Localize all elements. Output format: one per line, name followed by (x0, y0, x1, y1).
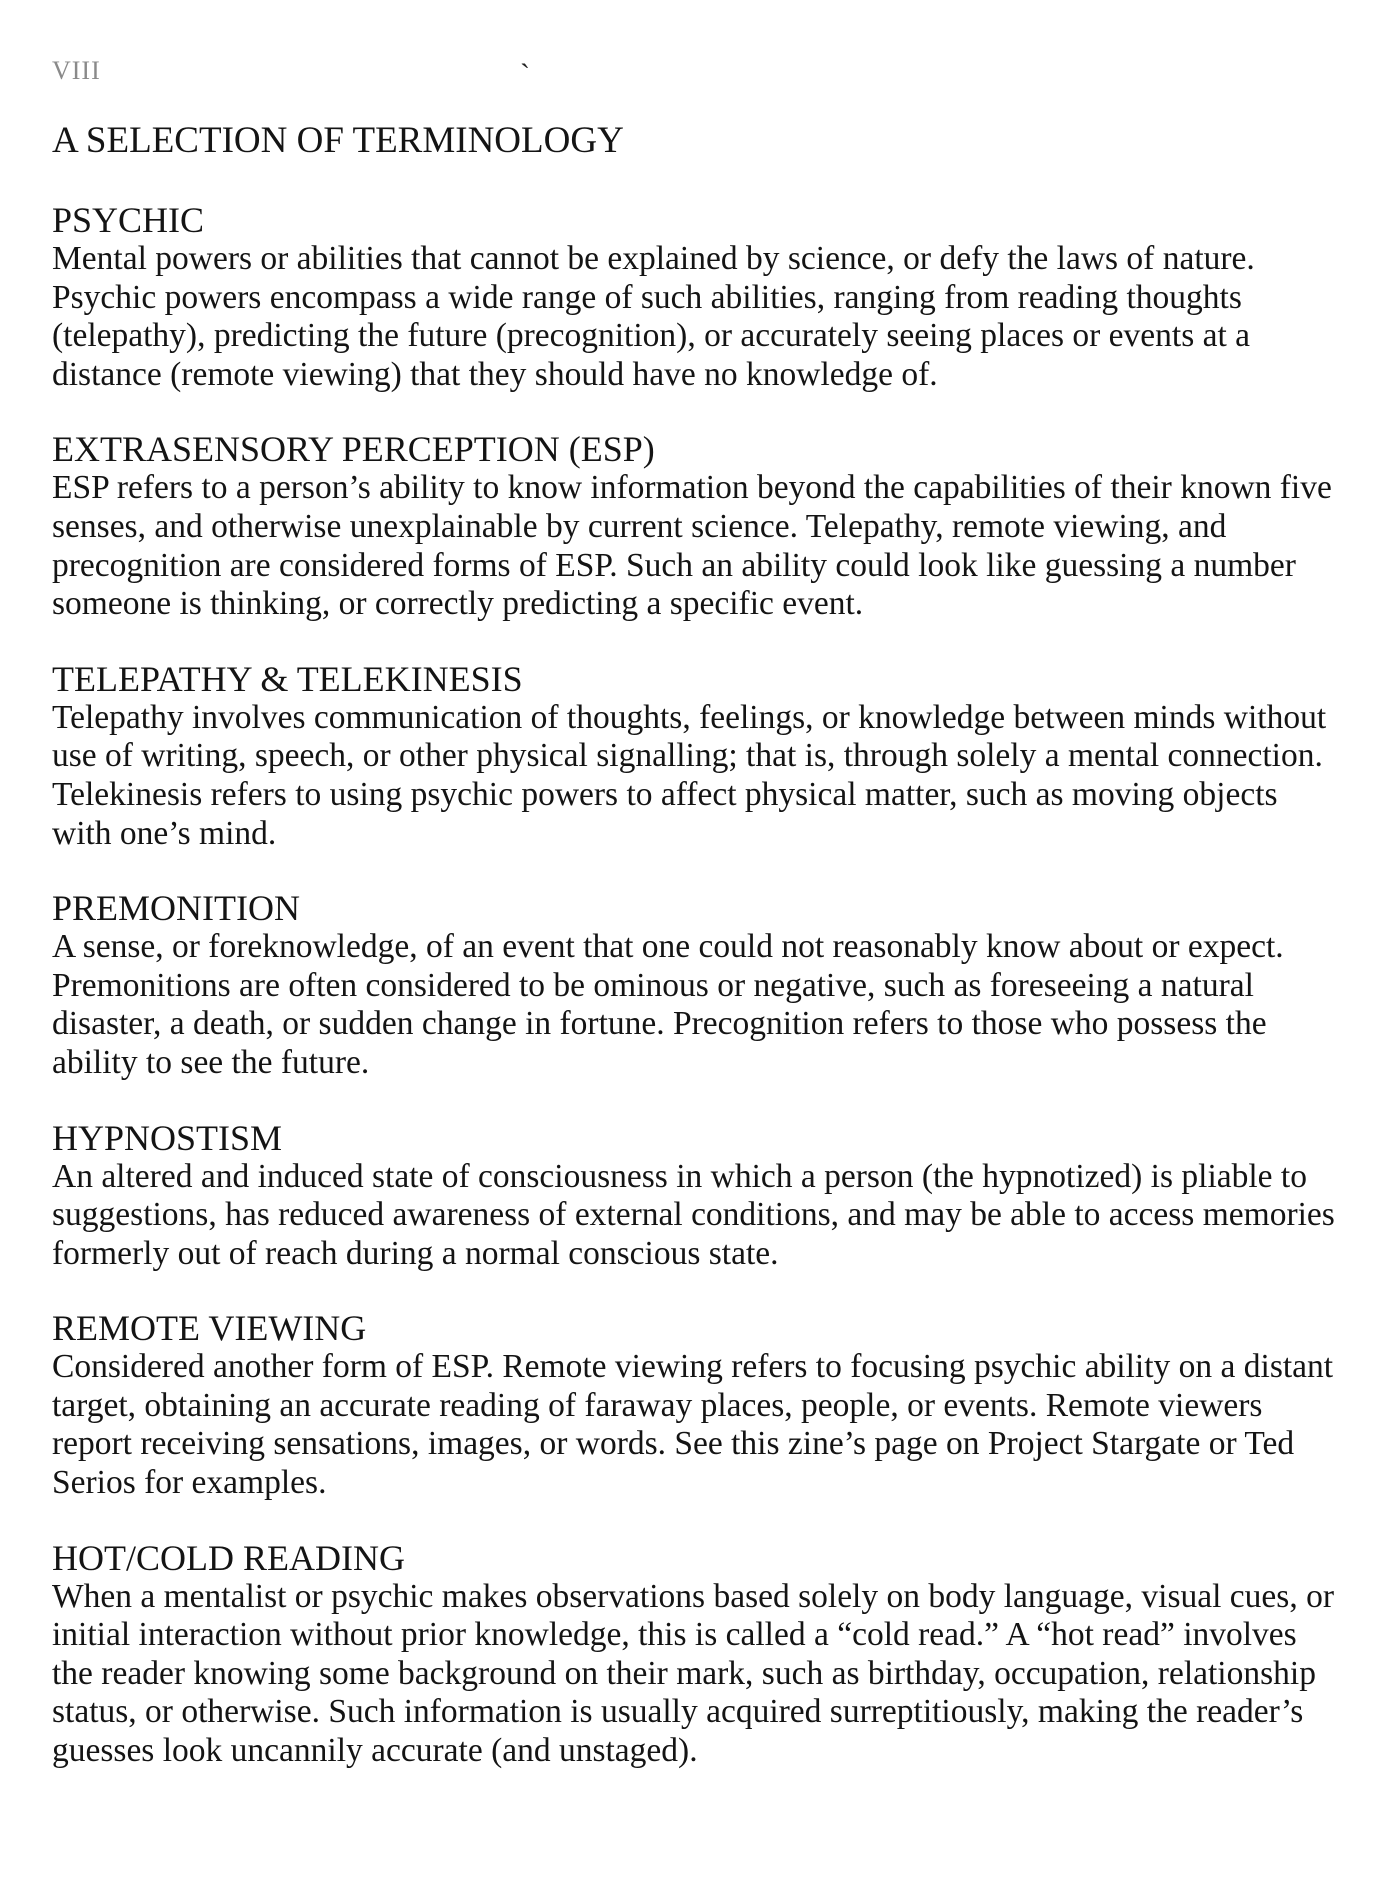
terminology-list (52, 201, 1342, 1807)
term-definition: When a mentalist or psychic makes observations based solely on body language, visual cues, or initial interaction without prior knowledge, this is called a “cold read.” A “hot read” involves the reader knowing some background on their mark, such as birthday, occupation, relationship status, or otherwise. Such information is usually acquired surreptitiously, making the reader’s guesses look uncannily accurate (and unstaged). (52, 1577, 1334, 1770)
term-definition: Considered another form of ESP. Remote viewing refers to focusing psychic ability on a distant target, obtaining an accurate reading of faraway places, people, or events. Remote viewers report receiving sensations, images, or words. See this zine’s page on Project Stargate or Ted Serios for examples. (52, 1348, 1334, 1502)
term-entry-psychic (52, 201, 1342, 394)
term-entry-premonition (52, 889, 1342, 1082)
term-heading: PSYCHIC (52, 200, 205, 240)
term-definition: Mental powers or abilities that cannot be explained by science, or defy the laws of nature. Psychic powers encompass a wide range of such abilities, ranging from reading thoughts (telepathy), predicting the future (precognition), or accurately seeing places or events at a distance (remote viewing) that they should have no knowledge of. (52, 240, 1255, 393)
term-heading: PREMONITION (52, 888, 300, 929)
term-heading: HOT/COLD READING (52, 1537, 405, 1578)
term-entry-hot-cold-reading (52, 1539, 1342, 1771)
term-definition: An altered and induced state of consciousness in which a person (the hypnotized) is pliable to suggestions, has reduced awareness of external conditions, and may be able to access memories formerly out of reach during a normal conscious state. (52, 1157, 1335, 1272)
term-entry-esp (52, 430, 1342, 623)
stray-mark: ` (520, 58, 530, 91)
term-heading: HYPNOSTISM (52, 1117, 283, 1158)
term-heading: TELEPATHY & TELEKINESIS (52, 658, 523, 699)
term-definition: Telepathy involves communication of thoughts, feelings, or knowledge between minds without use of writing, speech, or other physical signalling; that is, through solely a mental connection. Telekinesis refers to using psychic powers to affect physical matter, such as moving objects with one’s mind. (52, 698, 1327, 852)
page-number: VIII (52, 56, 101, 85)
term-entry-telepathy (52, 660, 1342, 853)
term-heading: REMOTE VIEWING (52, 1308, 367, 1349)
page-title: A SELECTION OF TERMINOLOGY (52, 120, 624, 161)
term-entry-hypnotism (52, 1119, 1342, 1274)
term-definition: A sense, or foreknowledge, of an event that one could not reasonably know about or expect. Premonitions are often considered to be ominous or negative, such as foreseeing a natural disaster, a death, or sudden change in fortune. Precognition refers to those who possess the ability to see the future. (52, 928, 1284, 1081)
term-definition: ESP refers to a person’s ability to know information beyond the capabilities of their known five senses, and otherwise unexplainable by current science. Telepathy, remote viewing, and precognition are considered forms of ESP. Such an ability could look like guessing a number someone is thinking, or correctly predicting a specific event. (52, 469, 1332, 623)
term-entry-remote-viewing (52, 1309, 1342, 1502)
term-heading: EXTRASENSORY PERCEPTION (ESP) (52, 429, 655, 470)
